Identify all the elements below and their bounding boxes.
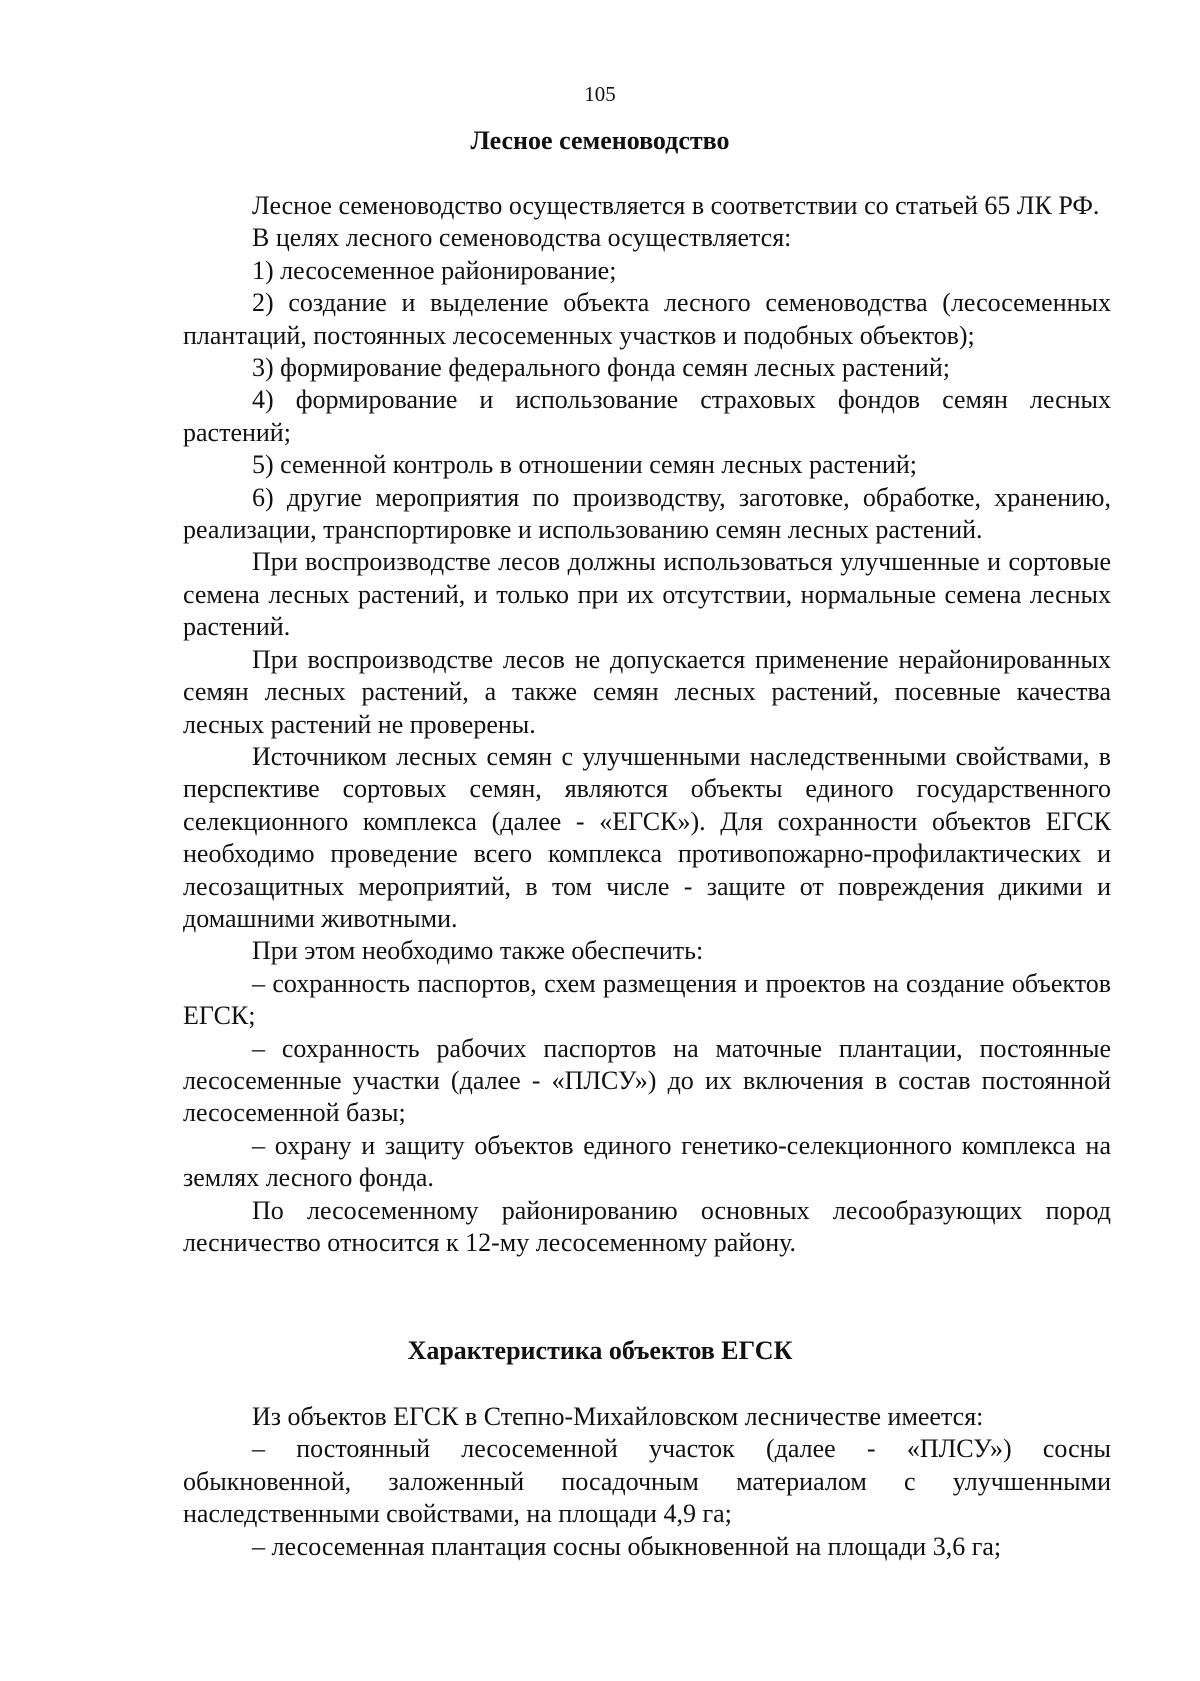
list-item: 3) формирование федерального фонда семян лесных растений; xyxy=(252,353,950,383)
list-item: 4) формирование и использование страховых фондов семян лесных растений; xyxy=(183,385,1111,447)
paragraph: При воспроизводстве лесов должны использоваться улучшенные и сортовые семена лесных растений, и только при их отсутствии, нормальные семена лесных растений. xyxy=(183,547,1111,642)
list-item: – сохранность рабочих паспортов на маточные плантации, постоянные лесосеменные участки (далее - «ПЛСУ») до их включения в состав постоянной лесосеменной базы; xyxy=(183,1033,1111,1128)
paragraph: Из объектов ЕГСК в Степно-Михайловском лесничестве имеется: xyxy=(252,1402,984,1431)
list-item: 6) другие мероприятия по производству, заготовке, обработке, хранению, реализации, транспортировке и использованию семян лесных растений. xyxy=(183,482,1111,545)
paragraph: Источником лесных семян с улучшенными наследственными свойствами, в перспективе сортовых семян, являются объекты единого государственного селекционного комплекса (далее - «ЕГСК»). Для сохранности объектов ЕГСК необходимо проведение всего комплекса противопожарно-профилактических и лесозащитных мероприятий, в том числе - защите от повреждения дикими и домашними животными. xyxy=(183,741,1111,933)
list-item: – постоянный лесосеменной участок (далее - «ПЛСУ») сосны обыкновенной, заложенный посадочным материалом с улучшенными наследственными свойствами, на площади 4,9 га; xyxy=(183,1434,1111,1529)
paragraph: Лесное семеноводство осуществляется в соответствии со статьей 65 ЛК РФ. xyxy=(252,191,1100,220)
list-item: 5) семенной контроль в отношении семян лесных растений; xyxy=(252,450,917,480)
section-heading-seed-production: Лесное семеноводство xyxy=(470,126,730,155)
section-body-seed-production xyxy=(183,190,1111,1259)
section-body-egsk-objects xyxy=(183,1401,1111,1563)
list-item: – охрану и защиту объектов единого генетико-селекционного комплекса на землях лесного фонда. xyxy=(183,1130,1111,1193)
paragraph: По лесосеменному районированию основных лесообразующих пород лесничество относится к 12-му лесосеменному району. xyxy=(183,1195,1111,1257)
page-number: 105 xyxy=(584,82,616,106)
section-heading-egsk-objects: Характеристика объектов ЕГСК xyxy=(407,1336,793,1365)
paragraph: При этом необходимо также обеспечить: xyxy=(252,936,704,966)
list-item: – сохранность паспортов, схем размещения и проектов на создание объектов ЕГСК; xyxy=(183,968,1111,1031)
paragraph: В целях лесного семеноводства осуществляется: xyxy=(252,223,792,253)
list-item: 1) лесосеменное районирование; xyxy=(252,255,617,285)
list-item: – лесосеменная плантация сосны обыкновенной на площади 3,6 га; xyxy=(252,1531,1002,1561)
paragraph: При воспроизводстве лесов не допускается применение нерайонированных семян лесных растений, а также семян лесных растений, посевные качества лесных растений не проверены. xyxy=(183,644,1111,739)
list-item: 2) создание и выделение объекта лесного семеноводства (лесосеменных плантаций, постоянных лесосеменных участков и подобных объектов); xyxy=(183,288,1111,350)
